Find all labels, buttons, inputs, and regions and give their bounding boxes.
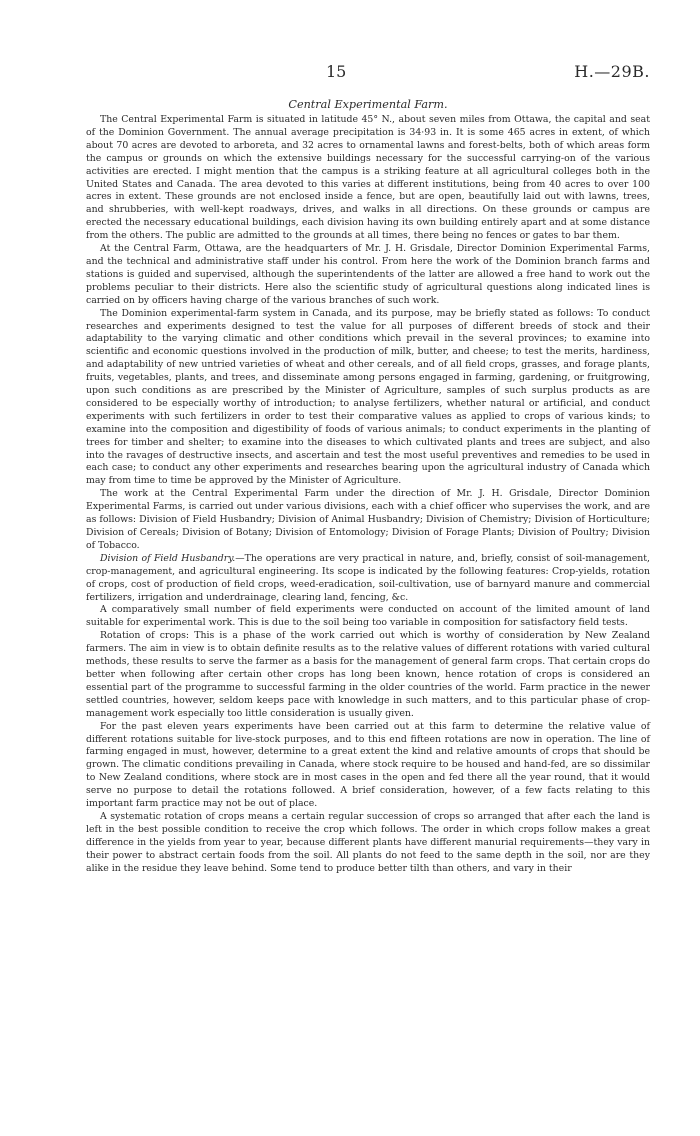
paragraph: The work at the Central Experimental Farm under the direction of Mr. J. H. Grisdale, Director Dominion Experimental Farms, is carried out under various divisions, each with a chief officer who supervises the work, and are as follows: Division of Field Husbandry; Division of Animal Husbandry; Division of Chemistry; Division of Horticulture; Division of Cereals; Division of Botany; Division of Entomology; Division of Forage Plants; Division of Poultry; Division of Tobacco.	[86, 488, 650, 551]
paragraph: The Central Experimental Farm is situated in latitude 45° N., about seven miles from Ottawa, the capital and seat of the Dominion Government. The annual average precipitation is 34·93 in. It is some 465 acres in extent, of which about 70 acres are devoted to arboreta, and 32 acres to ornamental lawns and forest-belts, both of which areas form the campus or grounds on which the extensive buildings necessary for the successful carrying-on of the various activities are erected. I might mention that the campus is a striking feature at all agricultural colleges both in the United States and Canada. The area devoted to this varies at different institutions, being from 40 acres to over 100 acres in extent. These grounds are not enclosed inside a fence, but are open, beautifully laid out with lawns, trees, and shrubberies, with well-kept roadways, drives, and walks in all directions. On these grounds or campus are erected the necessary educational buildings, each division having its own building entirely apart and at some distance from the others. The public are admitted to the grounds at all times, there being no fences or gates to bar them.	[86, 114, 650, 242]
page-number: 15	[326, 62, 347, 81]
body-text	[86, 114, 650, 875]
paragraph: A comparatively small number of field experiments were conducted on account of the limited amount of land suitable for experimental work. This is due to the soil being too variable in composition for satisfactory field tests.	[86, 604, 650, 629]
paragraph: For the past eleven years experiments have been carried out at this farm to determine the relative value of different rotations suitable for live-stock purposes, and to this end fifteen rotations are now in operation. The line of farming engaged in must, however, determine to a great extent the kind and relative amounts of crops that should be grown. The climatic conditions prevailing in Canada, where stock require to be housed and hand-fed, are so dissimilar to New Zealand conditions, where stock are in most cases in the open and fed there all the year round, that it would serve no purpose to detail the rotations followed. A brief consideration, however, of a few facts relating to this important farm practice may not be out of place.	[86, 720, 650, 810]
section-title: Central Experimental Farm.	[288, 98, 448, 111]
field-husbandry-text: —The operations are very practical in nature, and, briefly, consist of soil-management, crop-management, and agricultural engineering. Its scope is indicated by the following features: Crop-yields, rotation of crops, cost of production of field crops, weed-eradication, soil-cultivation, use of barnyard manure and commercial fertilizers, irrigation and underdrainage, clearing land, fencing, &c.	[86, 552, 650, 603]
paragraph: At the Central Farm, Ottawa, are the headquarters of Mr. J. H. Grisdale, Director Dominion Experimental Farms, and the technical and administrative staff under his control. From here the work of the Dominion branch farms and stations is guided and supervised, although the superintendents of the latter are allowed a free hand to work out the problems peculiar to their districts. Here also the scientific study of agricultural questions along indicated lines is carried on by officers having charge of the various branches of such work.	[86, 243, 650, 306]
document-code: H.—29B.	[574, 62, 650, 81]
field-husbandry-heading: Division of Field Husbandry.	[100, 552, 236, 564]
paragraph: A systematic rotation of crops means a certain regular succession of crops so arranged that after each the land is left in the best possible condition to receive the crop which follows. The order in which crops follow makes a great difference in the yields from year to year, because different plants have different manurial requirements—they vary in their power to abstract certain foods from the soil. All plants do not feed to the same depth in the soil, nor are they alike in the residue they leave behind. Some tend to produce better tilth than others, and vary in their	[86, 810, 650, 874]
paragraph-field-husbandry	[86, 553, 650, 605]
page-header	[86, 62, 650, 82]
paragraph: The Dominion experimental-farm system in Canada, and its purpose, may be briefly stated as follows: To conduct researches and experiments designed to test the value for all purposes of different breeds of stock and their adaptability to the varying climatic and other conditions which prevail in the several provinces; to examine into scientific and economic questions involved in the production of milk, butter, and cheese; to test the merits, hardiness, and adaptability of new untried varieties of wheat and other cereals, and of all field crops, grasses, and forage plants, fruits, vegetables, plants, and trees, and disseminate among persons engaged in farming, gardening, or fruitgrowing, upon such conditions as are prescribed by the Minister of Agriculture, samples of such surplus products as are considered to be especially worthy of introduction; to analyse fertilizers, whether natural or artificial, and conduct experiments with such fertilizers in order to test their comparative values as applied to crops of various kinds; to examine into the composition and digestibility of foods of various animals; to conduct experiments in the planting of trees for timber and shelter; to examine into the diseases to which cultivated plants and trees are subject, and also into the ravages of destructive insects, and ascertain and test the most useful preventives and remedies to be used in each case; to conduct any other experiments and researches bearing upon the agricultural industry of Canada which may from time to time be approved by the Minister of Agriculture.	[86, 307, 650, 487]
paragraph: Rotation of crops: This is a phase of the work carried out which is worthy of consideration by New Zealand farmers. The aim in view is to obtain definite results as to the relative values of different rotations with varied cultural methods, these results to serve the farmer as a basis for the management of general farm crops. That certain crops do better when following after certain other crops has long been known, hence rotation of crops is considered an essential part of the programme to successful farming in the older countries of the world. Farm practice in the newer settled countries, however, seldom keeps pace with knowledge in such matters, and to this particular phase of crop-management work especially too little consideration is usually given.	[86, 630, 650, 719]
